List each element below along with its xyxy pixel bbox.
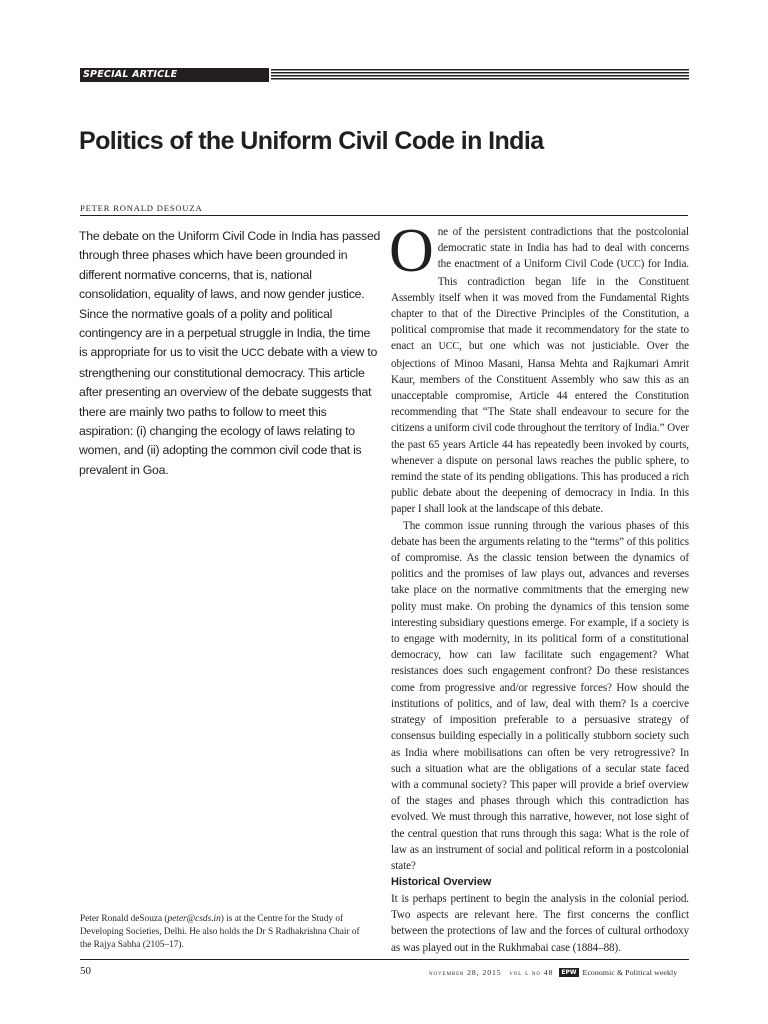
author-name: PETER RONALD DESOUZA <box>80 203 203 213</box>
section-label: SPECIAL ARTICLE <box>80 68 269 82</box>
p1-text-a: ne of the persistent contradictions that the postcolonial democratic state in India has had to deal with concerns the enactment of a Uniform Civil Code ( <box>437 226 689 271</box>
abstract-text-1: The debate on the Uniform Civil Code in India has passed through three phases which have been grounded in different normative concerns, that is, national consolidation, equality of laws, and now gender justice. Since the normative goals of a polity and political contingency are in a perpetual struggle in India, the time is appropriate for us to visit the <box>79 229 381 360</box>
journal-name: Economic & Political weekly <box>582 968 678 977</box>
p1-text-b: ) for India. This contradiction began life in the Constituent Assembly itself when it was moved from the Fundamental Rights chapter to that of the Directive Principles of the Constitution, a political compromise that made it recommendatory for the state to enact an <box>391 258 689 353</box>
body-paragraph-1 <box>389 217 689 518</box>
historical-overview-section <box>391 875 689 956</box>
abstract-text-2: debate with a view to strengthening our constitutional democracy. This article after presenting an overview of the debate suggests that there are mainly two paths to follow to meet this aspiration: (i) changing the ecology of laws relating to women, and (ii) adopting the common civil code that is prevalent in Goa. <box>79 345 378 477</box>
author-footnote <box>80 913 370 953</box>
issue-volume: vol l no 48 <box>509 968 554 977</box>
body-column <box>389 217 689 874</box>
article-title: Politics of the Uniform Civil Code in India <box>79 127 544 155</box>
author-email: peter@csds.in <box>167 914 221 924</box>
abstract <box>79 227 381 480</box>
footer-divider <box>80 959 689 960</box>
author-divider <box>80 215 688 216</box>
header-rules <box>271 69 689 81</box>
p1-text-c: , but one which was not justiciable. Over the objections of Minoo Masani, Hansa Mehta and Rajkumari Amrit Kaur, members of the Constituent Assembly who saw this as an unacceptable compromise, Article 44 entered the Constitution recommending that “The State shall endeavour to secure for the citizens a uniform civil code throughout the territory of India.” Over the past 65 years Article 44 has repeatedly been invoked by courts, whenever a dispute on personal laws reaches the public sphere, to remind the state of its pending obligations. This has produced a rich public debate about the deepening of democracy in India. In this paper I shall look at the landscape of this debate. <box>391 340 689 516</box>
page-number: 50 <box>80 965 91 977</box>
p1-ucc-1: UCC <box>620 259 641 271</box>
abstract-ucc: UCC <box>241 347 265 360</box>
issue-date: november 28, 2015 <box>429 968 502 977</box>
epw-logo: EPW <box>561 969 577 976</box>
section-header <box>80 68 689 82</box>
footnote-text-a: Peter Ronald deSouza ( <box>80 914 168 924</box>
body-paragraph-3: It is perhaps pertinent to begin the analysis in the colonial period. Two aspects are relevant here. The first concerns the conflict between the protections of law and the forces of cultural orthodoxy as was played out in the Rukhmabai case (1884–88). <box>391 893 689 954</box>
p1-ucc-2: UCC <box>438 341 459 353</box>
footnote-text-b: ) is at the Centre for the Study of Developing Societies, Delhi. He also holds the Dr S Radhakrishna Chair of the Rajya Sabha (2105–17). <box>80 914 360 951</box>
footer-info <box>429 968 677 977</box>
section-heading: Historical Overview <box>391 876 492 888</box>
drop-cap: O <box>389 217 434 285</box>
body-paragraph-2: The common issue running through the various phases of this debate has been the arguments relating to the “terms” of this politics of compromise. As the classic tension between the dynamics of politics and the promises of law plays out, advances and reverses take place on the normative commitments that the emerging new polity must make. On probing the dynamics of this tension some interesting subsidiary questions emerge. For example, if a society is to engage with modernity, in its political form of a constitutional democracy, how can law facilitate such engagement? What resistances does such engagement confront? Do these resistances come from progressive and/or regressive forces? How should the institutions of politics, and of law, deal with them? Is a coercive strategy of imposition preferable to a persuasive strategy of consensus building especially in a politically stubborn society such as India where mobilisations can often be very retrogressive? In such a situation what are the obligations of a secular state faced with a communal society? This paper will provide a brief overview of the stages and phases through which this contradiction has evolved. We must through this narrative, however, not lose sight of the central question that runs through this saga: What is the role of law as an instrument of social and political reform in a postcolonial state? <box>391 519 689 872</box>
